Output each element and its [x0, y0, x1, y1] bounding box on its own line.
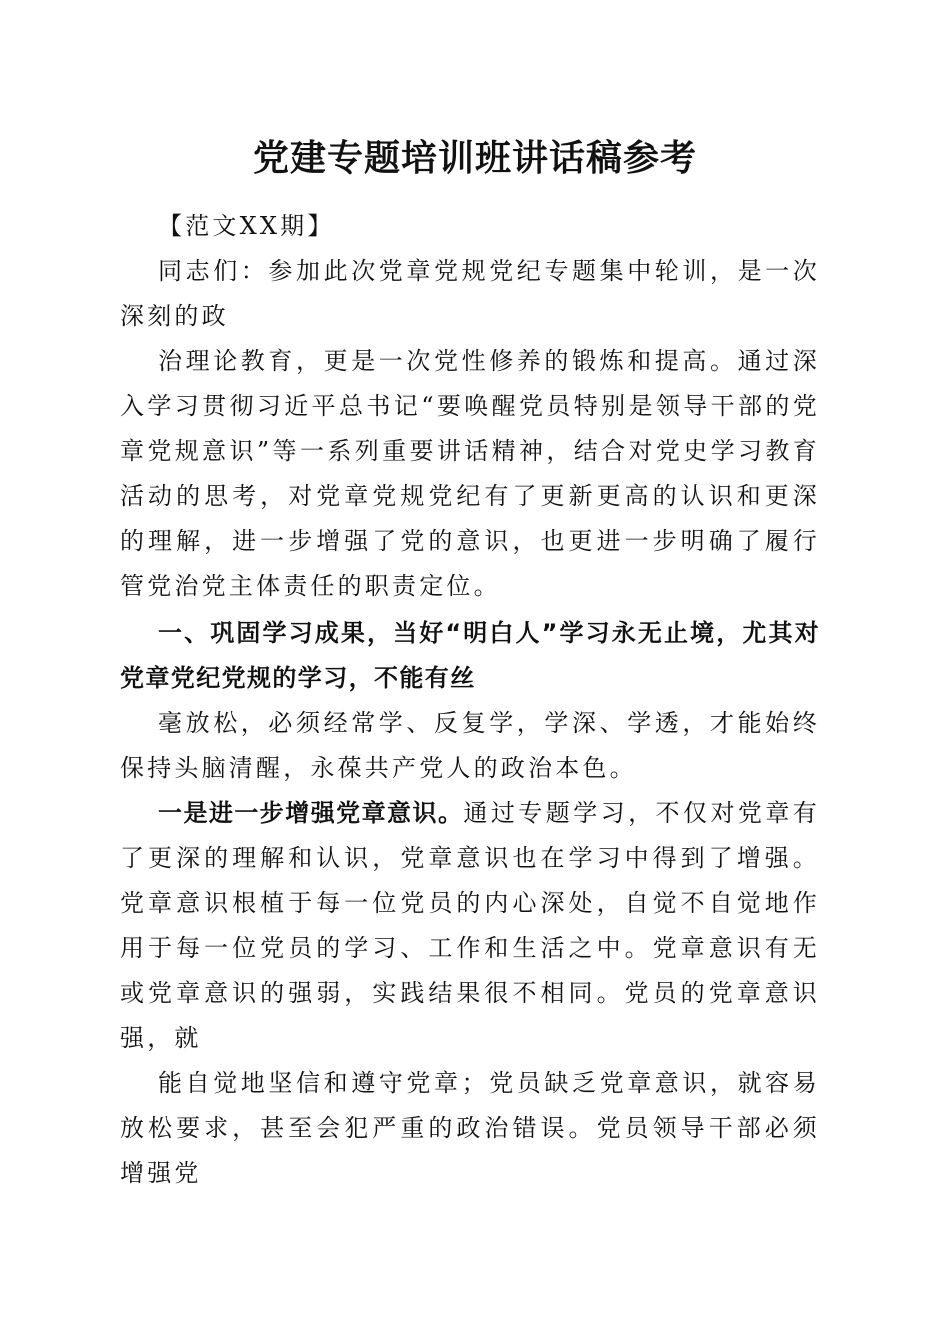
body-paragraph: 毫放松，必须经常学、反复学，学深、学透，才能始终保持头脑清醒，永葆共产党人的政治本色。: [120, 709, 820, 782]
paragraph-lead: 一是进一步增强党章意识。: [158, 799, 464, 827]
paragraph-text: 通过专题学习，不仅对党章有了更深的理解和认识，党章意识也在学习中得到了增强。党章意识根植于每一位党员的内心深处，自觉不自觉地作用于每一位党员的学习、工作和生活之中。党章意识有无或党章意识的强弱，实践结果很不相同。党员的党章意识强，就: [120, 799, 820, 1052]
section-heading: 一、巩固学习成果，当好“明白人”学习永无止境，尤其对党章党纪党规的学习，不能有丝: [120, 619, 820, 692]
document-title: 党建专题培训班讲话稿参考: [252, 137, 697, 179]
document-body: [120, 204, 820, 1196]
body-paragraph: 能自觉地坚信和遵守党章；党员缺乏党章意识，就容易放松要求，甚至会犯严重的政治错误。党员领导干部必须增强党: [120, 1069, 820, 1187]
issue-label: 【范文XX期】: [158, 212, 335, 240]
body-paragraph: 治理论教育，更是一次党性修养的锻炼和提高。通过深入学习贯彻习近平总书记“要唤醒党员特别是领导干部的党章党规意识”等一系列重要讲话精神，结合对党史学习教育活动的思考，对党章党规党纪有了更新更高的认识和更深的理解，进一步增强了党的意识，也更进一步明确了履行管党治党主体责任的职责定位。: [120, 347, 820, 600]
opening-paragraph: 同志们：参加此次党章党规党纪专题集中轮训，是一次深刻的政: [120, 257, 820, 330]
body-paragraph: [120, 791, 820, 1061]
